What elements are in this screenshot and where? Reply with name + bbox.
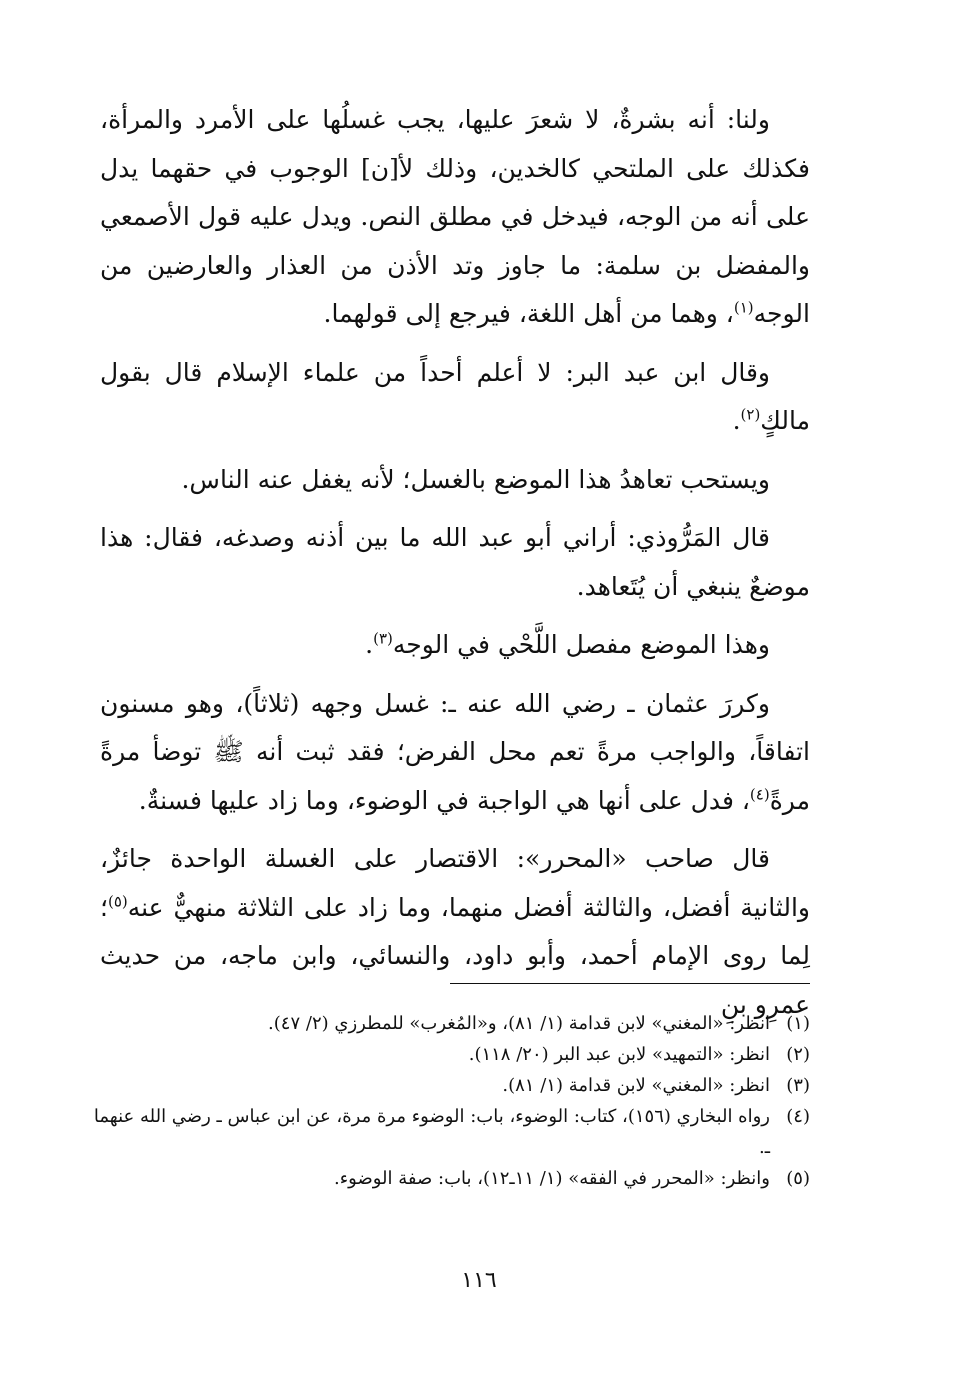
footnote-text: انظر: «التمهيد» لابن عبد البر (٢٠/ ١١٨). (468, 1044, 770, 1065)
footnote (92, 1008, 810, 1039)
main-text (100, 96, 810, 1039)
footnote-number: (٢) (786, 1044, 810, 1065)
paragraph: ويستحب تعاهدُ هذا الموضع بالغسل؛ لأنه يغفل عنه الناس. (181, 464, 770, 494)
page-number: ١١٦ (461, 1268, 497, 1293)
footnote-ref[interactable]: (٢) (740, 405, 761, 424)
footnote-ref[interactable]: (٣) (373, 629, 393, 648)
footnote-number: (٥) (786, 1168, 810, 1189)
footnote-text: وانظر: «المحرر في الفقه» (١/ ١١ـ١٢)، باب: صفة الوضوء. (333, 1168, 770, 1189)
footnote-number: (١) (786, 1013, 810, 1034)
footnote-ref[interactable]: (٤) (749, 785, 770, 804)
footnote (92, 1101, 810, 1163)
footnote (92, 1163, 810, 1194)
footnote-number: (٤) (786, 1106, 810, 1127)
paragraph: وقال ابن عبد البر: لا أعلم أحداً من علماء الإسلام قال بقول مالكٍ$^{(٢)}$. (100, 357, 810, 435)
footnotes (92, 1008, 810, 1194)
footnote-text: رواه البخاري (١٥٦)، كتاب: الوضوء، باب: الوضوء مرة مرة، عن ابن عباس ـ رضي الله عنهما ـ. (93, 1106, 770, 1158)
footnote-text: انظر: «المغني» لابن قدامة (١/ ٨١). (502, 1075, 770, 1096)
footnote (92, 1039, 810, 1070)
paragraph: قال المَرُّوذي: أراني أبو عبد الله ما بين أذنه وصدغه، فقال: هذا موضعٌ ينبغي أن يُتَعاهد. (100, 523, 810, 601)
paragraph: وهذا الموضع مفصل اللَّحْي في الوجه$^{(٣)}$. (365, 629, 770, 659)
footnote-ref[interactable]: (٥) (107, 892, 128, 911)
footnote (92, 1070, 810, 1101)
paragraph: ولنا: أنه بشرةٌ، لا شعرَ عليها، يجب غسلُها على الأمرد والمرأة، فكذلك على الملتحي كالخدين، وذلك لأ[ن] الوجوب في حقهما يدل على أنه من الوجه، فيدخل في مطلق النص. ويدل عليه قول الأصمعي والمفضل بن سلمة: ما جاوز وتد الأذن من العذار والعارضين من الوجه$^{(١)}$، وهما من أهل اللغة، فيرجع إلى قولهما. (100, 105, 810, 328)
paragraph: وكررَ عثمان ـ رضي الله عنه ـ: غسل وجهه (ثلاثاً)، وهو مسنون اتفاقاً، والواجب مرةً تعم محل الفرض؛ فقد ثبت أنه ﷺ توضأ مرةً مرةً$^{(٤)}$، فدل على أنها هي الواجبة في الوضوء، وما زاد عليها فسنةٌ. (100, 688, 810, 815)
footnote-text: انظر: «المغني» لابن قدامة (١/ ٨١)، و«المُغرب» للمطرزي (٢/ ٤٧). (268, 1013, 770, 1034)
footnote-ref[interactable]: (١) (733, 298, 754, 317)
footnote-number: (٣) (786, 1075, 810, 1096)
footnote-divider (450, 983, 810, 984)
paragraph: قال صاحب «المحرر»: الاقتصار على الغسلة الواحدة جائزٌ، والثانية أفضل، والثالثة أفضل منهما، وما زاد على الثلاثة منهيٌّ عنه$^{(٥)}$؛ لِما روى الإمام أحمد، وأبو داود، والنسائي، وابن ماجه، من حديث عمرِو بنِ (100, 844, 810, 1019)
